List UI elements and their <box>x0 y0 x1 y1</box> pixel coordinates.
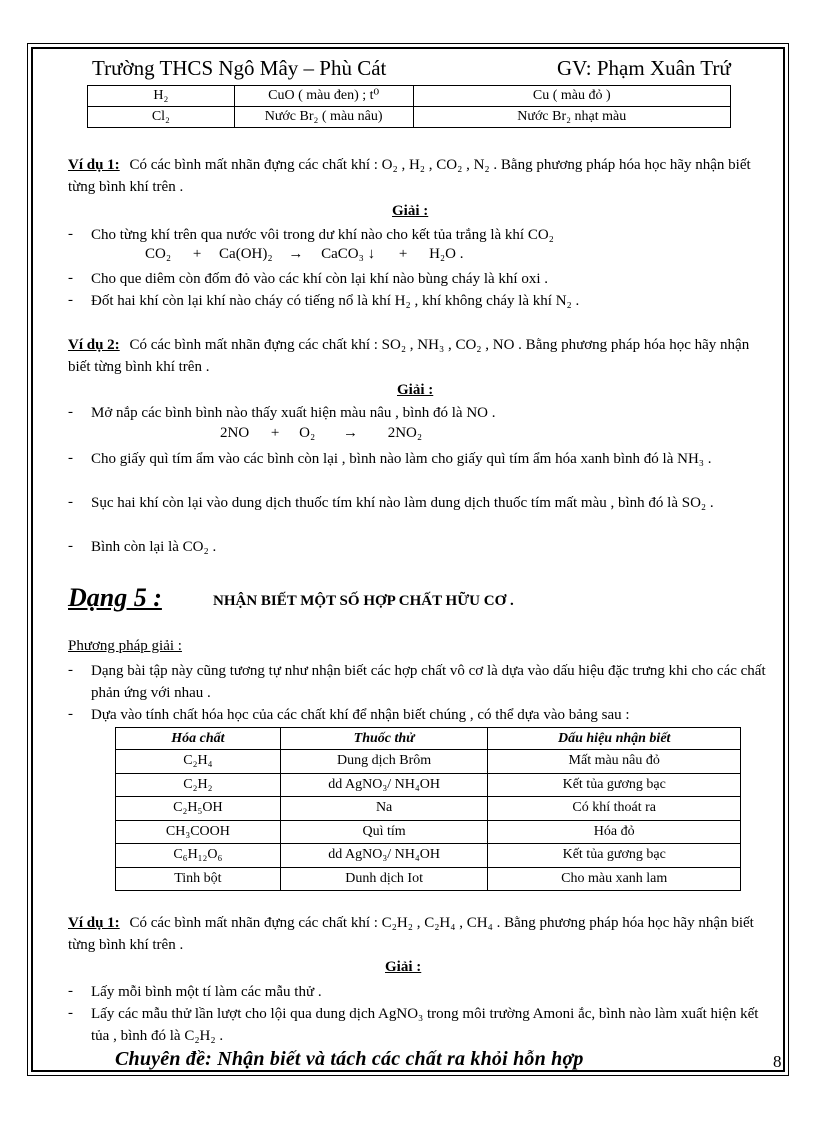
eq-arrow: → <box>342 425 358 441</box>
eq-term: 2NO <box>220 425 250 441</box>
eq-term: CO₂ <box>145 246 172 262</box>
table-cell: C₂H₂ <box>116 773 281 797</box>
table-row <box>88 86 731 107</box>
eq-term: Ca(OH)₂ <box>219 246 273 262</box>
example-1-step-1: Cho từng khí trên qua nước vôi trong dư khí nào cho kết tủa trắng là khí CO₂ <box>91 227 554 243</box>
bullet-dash: - <box>68 404 73 420</box>
table-cell: CH₃COOH <box>116 820 281 844</box>
table-header-row <box>116 728 741 750</box>
section-title: Dạng 5 : <box>68 583 162 612</box>
example-1-text: Có các bình mất nhãn đựng các chất khí : O₂ , H₂ , CO₂ , N₂ . Bằng phương pháp hóa học hãy nhận biết từng bình khí trên . <box>68 157 751 195</box>
example-3-label: Ví dụ 1: <box>68 915 120 931</box>
column-header: Hóa chất <box>116 728 281 750</box>
table-cell: Cu ( màu đỏ ) <box>413 86 731 107</box>
example-1-label: Ví dụ 1: <box>68 157 120 173</box>
example-2-step-1: Mở nắp các bình bình nào thấy xuất hiện màu nâu , bình đó là NO . <box>91 405 496 421</box>
method-point-1: Dạng bài tập này cũng tương tự như nhận biết các hợp chất vô cơ là dựa vào dấu hiệu đặc trưng khi cho các chất phản ứng với nhau . <box>91 663 766 701</box>
table-cell: H₂ <box>88 86 235 107</box>
table-row <box>116 844 741 868</box>
eq-term: H₂O . <box>429 246 464 262</box>
table-row <box>116 797 741 821</box>
bullet-dash: - <box>68 292 73 308</box>
eq-term: 2NO₂ <box>387 425 423 441</box>
eq-term: CaCO₃ ↓ <box>321 246 376 262</box>
example-2-label: Ví dụ 2: <box>68 337 120 353</box>
example-2-solution-title: Giải : <box>397 382 434 398</box>
example-3-step-2: Lấy các mẫu thử lần lượt cho lội qua dung dịch AgNO₃ trong môi trường Amoni ắc, bình nào làm xuất hiện kết tủa , bình đó là C₂H₂ . <box>91 1006 759 1044</box>
table-cell: Kết tủa gương bạc <box>488 773 741 797</box>
bullet-dash: - <box>68 662 73 678</box>
footer-topic: Chuyên đề: Nhận biết và tách các chất ra khỏi hỗn hợp <box>115 1048 584 1070</box>
table-cell: Tinh bột <box>116 867 281 891</box>
organic-recognition-table <box>115 727 741 891</box>
table-cell: C₂H₄ <box>116 750 281 774</box>
example-2-step-2: Cho giấy quì tím ẩm vào các bình còn lại , bình nào làm cho giấy quì tím ẩm hóa xanh bình đó là NH₃ . <box>91 451 712 467</box>
table-cell: Na <box>280 797 488 821</box>
table-cell: Kết tủa gương bạc <box>488 844 741 868</box>
example-3-step-1: Lấy mỗi bình một tí làm các mẫu thử . <box>91 984 322 1000</box>
bullet-dash: - <box>68 538 73 554</box>
example-1-step-2: Cho que diêm còn đốm đỏ vào các khí còn lại khí nào bùng cháy là khí oxi . <box>91 271 548 287</box>
table-cell: Nước Br₂ ( màu nâu) <box>234 107 413 128</box>
eq-term: + <box>192 246 202 262</box>
bullet-dash: - <box>68 706 73 722</box>
method-label: Phương pháp giải : <box>68 638 182 654</box>
table-cell: Có khí thoát ra <box>488 797 741 821</box>
header-teacher: GV: Phạm Xuân Trứ <box>557 56 731 80</box>
table-cell: dd AgNO₃/ NH₄OH <box>280 773 488 797</box>
table-row <box>116 867 741 891</box>
eq-arrow: → <box>288 246 304 262</box>
example-2-step-3: Sục hai khí còn lại vào dung dịch thuốc tím khí nào làm dung dịch thuốc tím mất màu , bình đó là SO₂ . <box>91 495 714 511</box>
table-cell: Cho màu xanh lam <box>488 867 741 891</box>
table-cell: C₆H₁₂O₆ <box>116 844 281 868</box>
example-3-question <box>68 912 768 956</box>
eq-term: + <box>398 246 408 262</box>
eq-term: O₂ <box>299 425 316 441</box>
table-row <box>116 750 741 774</box>
bullet-dash: - <box>68 983 73 999</box>
example-1-solution-title: Giải : <box>392 203 429 219</box>
bullet-dash: - <box>68 270 73 286</box>
example-3-text: Có các bình mất nhãn đựng các chất khí : C₂H₂ , C₂H₄ , CH₄ . Bằng phương pháp hóa học hãy nhận biết từng bình khí trên . <box>68 915 754 953</box>
section-subtitle: NHẬN BIẾT MỘT SỐ HỢP CHẤT HỮU CƠ . <box>213 593 514 609</box>
bullet-dash: - <box>68 1005 73 1021</box>
page-number: 8 <box>773 1052 782 1071</box>
table-cell: C₂H₅OH <box>116 797 281 821</box>
example-1-equation <box>145 246 463 263</box>
column-header: Thuốc thử <box>280 728 488 750</box>
bullet-dash: - <box>68 494 73 510</box>
table-cell: Dunh dịch Iot <box>280 867 488 891</box>
example-2-step-4: Bình còn lại là CO₂ . <box>91 539 217 555</box>
example-3-solution-title: Giải : <box>385 959 422 975</box>
method-point-2: Dựa vào tính chất hóa học của các chất khí để nhận biết chúng , có thể dựa vào bảng sau : <box>91 707 630 723</box>
table-cell: Cl₂ <box>88 107 235 128</box>
example-1-step-3: Đốt hai khí còn lại khí nào cháy có tiếng nổ là khí H₂ , khí không cháy là khí N₂ . <box>91 293 580 309</box>
header-school: Trường THCS Ngô Mây – Phù Cát <box>92 56 387 80</box>
eq-term: + <box>270 425 280 441</box>
reagent-table-continued <box>87 85 731 128</box>
table-row <box>116 773 741 797</box>
table-cell: Quì tím <box>280 820 488 844</box>
table-cell: CuO ( màu đen) ; t⁰ <box>234 86 413 107</box>
table-row <box>116 820 741 844</box>
table-cell: dd AgNO₃/ NH₄OH <box>280 844 488 868</box>
column-header: Dấu hiệu nhận biết <box>488 728 741 750</box>
example-2-equation <box>220 425 422 442</box>
table-cell: Dung dịch Brôm <box>280 750 488 774</box>
bullet-dash: - <box>68 226 73 242</box>
example-2-question <box>68 334 768 378</box>
example-2-text: Có các bình mất nhãn đựng các chất khí : SO₂ , NH₃ , CO₂ , NO . Bằng phương pháp hóa học hãy nhận biết từng bình khí trên . <box>68 337 750 375</box>
table-cell: Nước Br₂ nhạt màu <box>413 107 731 128</box>
bullet-dash: - <box>68 450 73 466</box>
table-cell: Hóa đỏ <box>488 820 741 844</box>
example-1-question <box>68 154 768 198</box>
table-cell: Mất màu nâu đỏ <box>488 750 741 774</box>
table-row <box>88 107 731 128</box>
